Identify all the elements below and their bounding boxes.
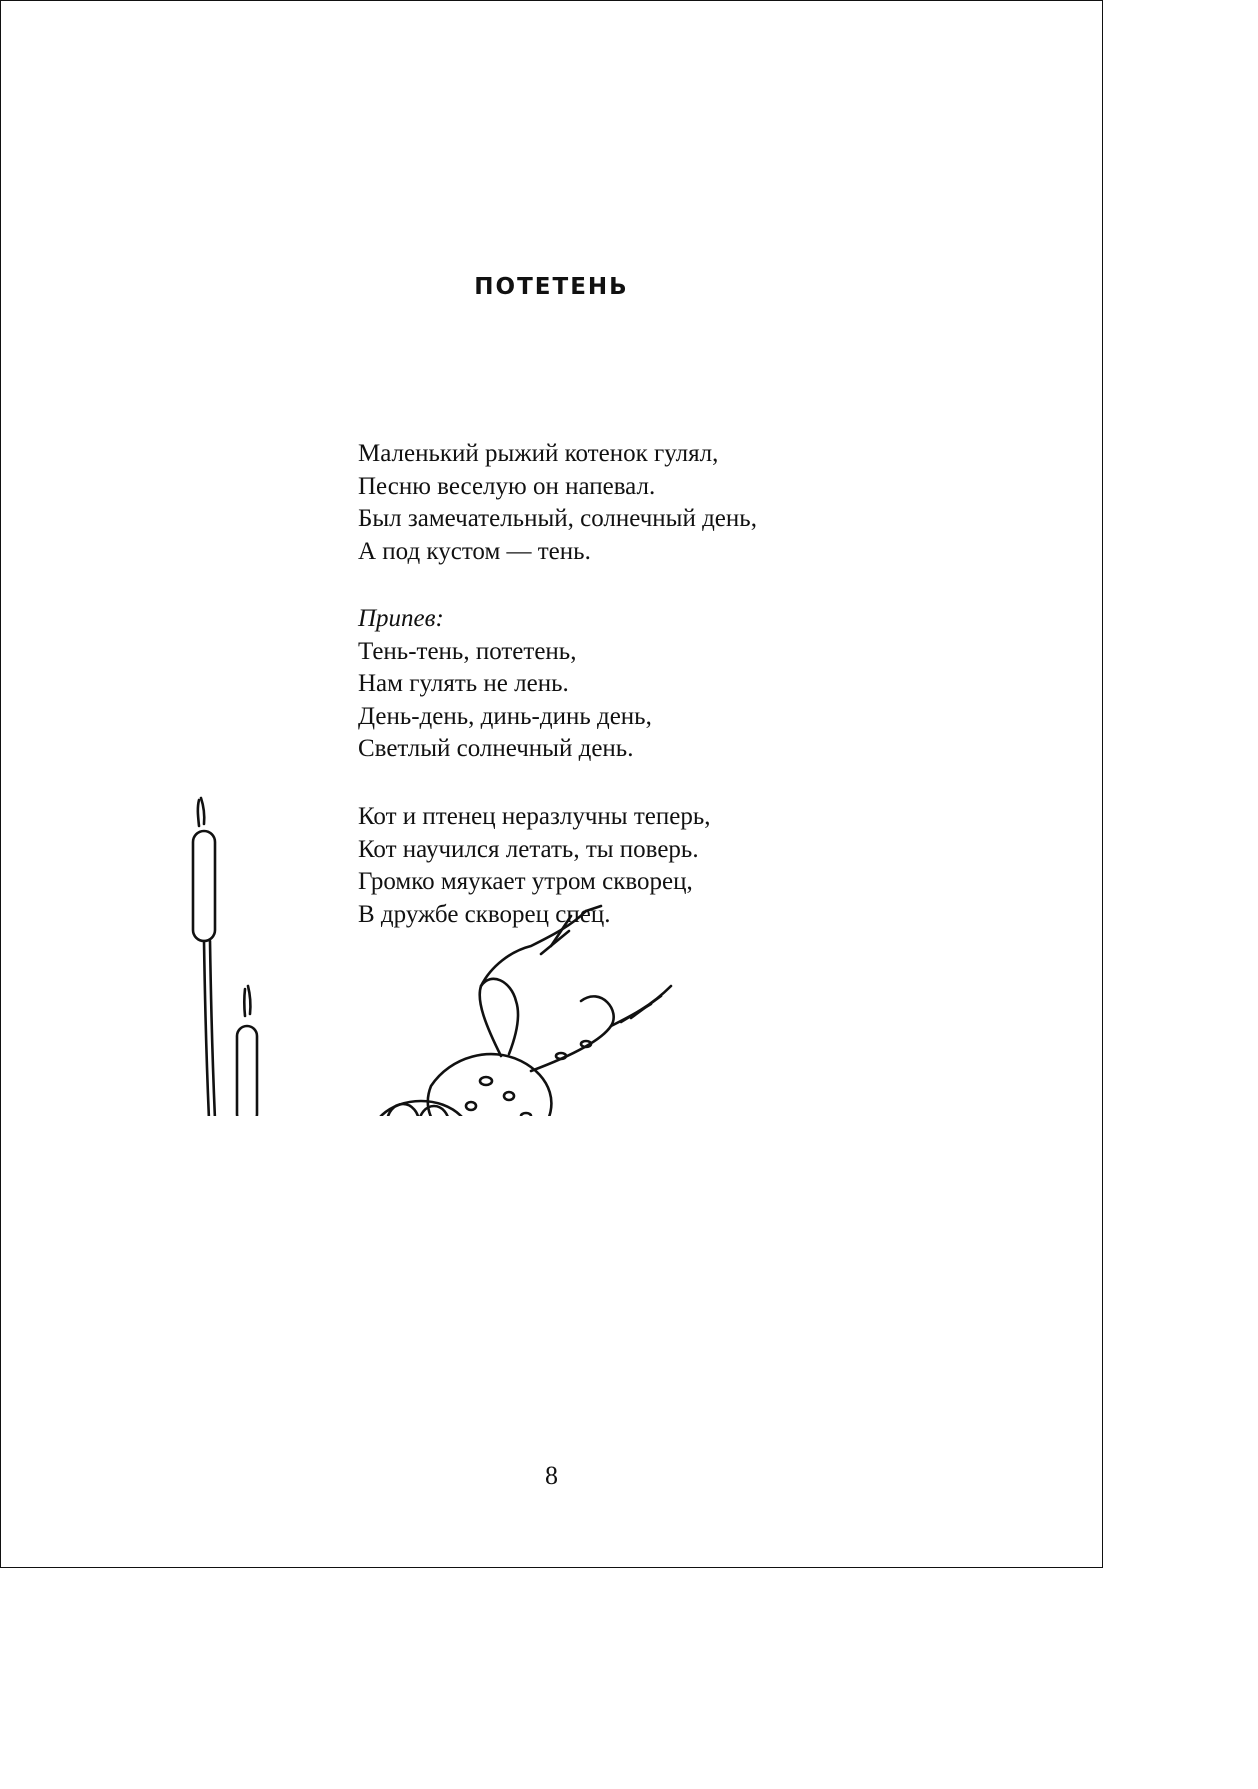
cattail-icon xyxy=(233,986,257,1116)
verse-line: Кот и птенец неразлучны теперь, xyxy=(358,803,711,830)
verse-line: Громко мяукает утром скворец, xyxy=(358,868,693,895)
frog-icon xyxy=(301,906,671,1116)
cattail-icon xyxy=(193,798,217,1116)
verse-line: Кот научился летать, ты поверь. xyxy=(358,835,699,863)
verse-line: Тень-тень, потетень, xyxy=(358,637,577,665)
verse-line: В дружбе скворец спец. xyxy=(358,900,611,928)
stanza-refrain xyxy=(358,603,652,766)
frog-diving-into-pond-with-cattails-icon xyxy=(131,786,711,1116)
page-number: 8 xyxy=(545,1461,558,1490)
verse-line: Маленький рыжий котенок гулял, xyxy=(358,440,719,467)
poem-title: ПОТЕТЕНЬ xyxy=(474,274,629,300)
verse-line: А под кустом — тень. xyxy=(358,537,591,565)
stanza-1 xyxy=(358,438,757,568)
verse-line: Нам гулять не лень. xyxy=(358,670,569,697)
verse-line: Светлый солнечный день. xyxy=(358,735,634,762)
verse-line: День-день, динь-динь день, xyxy=(358,702,652,730)
verse-line: Был замечательный, солнечный день, xyxy=(358,505,757,532)
verse-line: Песню веселую он напевал. xyxy=(358,472,656,500)
refrain-label: Припев: xyxy=(358,605,444,632)
